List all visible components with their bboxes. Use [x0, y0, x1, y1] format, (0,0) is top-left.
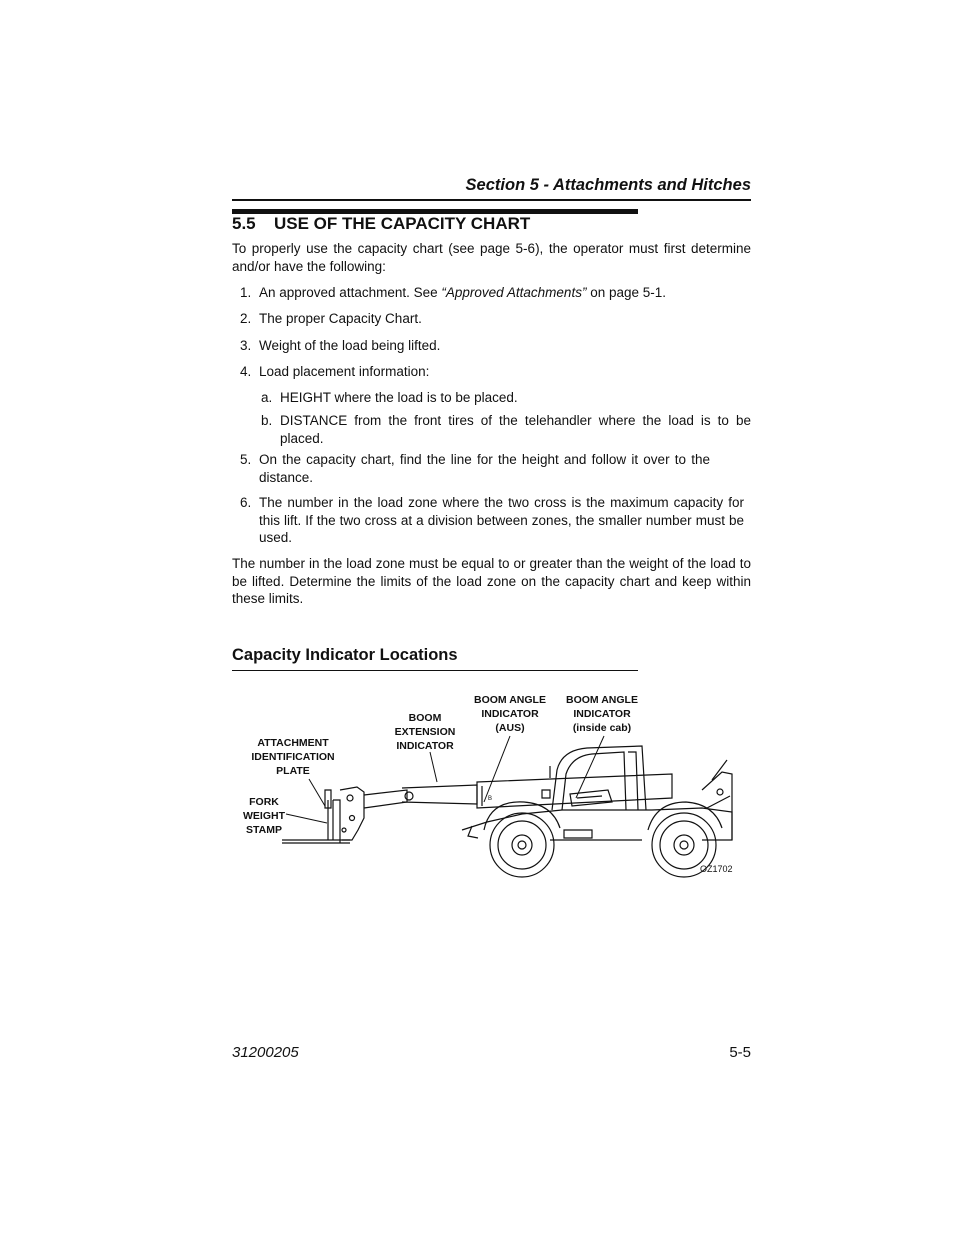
list-marker: 5.	[240, 452, 252, 467]
list-item-2	[240, 310, 751, 328]
list-item-4	[240, 363, 751, 381]
list-text-part: on page 5-1.	[586, 285, 667, 300]
list-text: Load placement information:	[259, 364, 430, 379]
callout-boom-angle-cab: BOOM ANGLE INDICATOR (inside cab)	[566, 694, 638, 734]
list-marker: 4.	[240, 364, 252, 379]
section-title	[232, 214, 530, 234]
list-item-1	[240, 284, 751, 302]
approved-attachments-reference: “Approved Attachments”	[441, 285, 587, 300]
attachment-plate-leader	[309, 779, 325, 806]
callout-fork-weight-stamp: FORK WEIGHT STAMP	[243, 796, 285, 836]
closing-paragraph: The number in the load zone must be equal to or greater than the weight of the load to be lifted. Determine the limits of the load zone on the capacity chart and keep within these limits.	[232, 556, 751, 606]
callout-attachment-plate: ATTACHMENT IDENTIFICATION PLATE	[251, 737, 335, 777]
list-text: HEIGHT where the load is to be placed.	[280, 390, 518, 405]
page-number: 5-5	[729, 1044, 751, 1061]
figure-heading: Capacity Indicator Locations	[232, 646, 458, 664]
boom-extension-leader	[430, 752, 437, 782]
callout-boom-extension: BOOM EXTENSION INDICATOR	[394, 712, 456, 752]
list-marker: 1.	[240, 285, 252, 300]
list-text	[240, 284, 751, 302]
list-item-5	[240, 451, 710, 486]
section-title-text: USE OF THE CAPACITY CHART	[274, 214, 531, 233]
list-marker: 2.	[240, 311, 252, 326]
svg-text:B: B	[488, 796, 493, 802]
list-marker: a.	[261, 390, 273, 405]
list-text: The proper Capacity Chart.	[259, 311, 422, 326]
callout-boom-angle-aus: BOOM ANGLE INDICATOR (AUS)	[474, 694, 546, 734]
list-text: Weight of the load being lifted.	[259, 338, 441, 353]
figure-heading-rule	[232, 670, 638, 671]
section-number: 5.5	[232, 214, 256, 233]
list-text: The number in the load zone where the two cross is the maximum capacity for this lift. If the two cross at a division between zones, the smaller number must be used.	[259, 495, 744, 545]
list-item-3	[240, 337, 751, 355]
chassis	[462, 808, 732, 840]
list-text: DISTANCE from the front tires of the telehandler where the load is to be placed.	[280, 413, 751, 446]
figure-code: OZ1702	[700, 864, 733, 874]
header-rule	[232, 199, 751, 201]
list-text: On the capacity chart, find the line for the height and follow it over to the distance.	[259, 452, 710, 485]
list-item-6	[240, 494, 751, 547]
intro-paragraph: To properly use the capacity chart (see page 5-6), the operator must first determine and/or have the following:	[232, 241, 751, 274]
document-number: 31200205	[232, 1044, 299, 1061]
boom-angle-indicator-aus	[542, 766, 550, 798]
section-header: Section 5 - Attachments and Hitches	[465, 176, 751, 194]
list-subitem-b	[261, 412, 751, 447]
list-subitem-a	[261, 389, 751, 407]
attachment-coupler	[340, 787, 364, 840]
list-marker: 6.	[240, 495, 252, 510]
list-text-part: An approved attachment. See	[259, 285, 442, 300]
boom-angle-cab-leader	[576, 736, 604, 798]
list-marker: b.	[261, 413, 273, 428]
rear-frame	[702, 760, 732, 840]
front-wheel	[490, 813, 554, 877]
boom-angle-aus-leader	[484, 736, 510, 802]
list-marker: 3.	[240, 338, 252, 353]
